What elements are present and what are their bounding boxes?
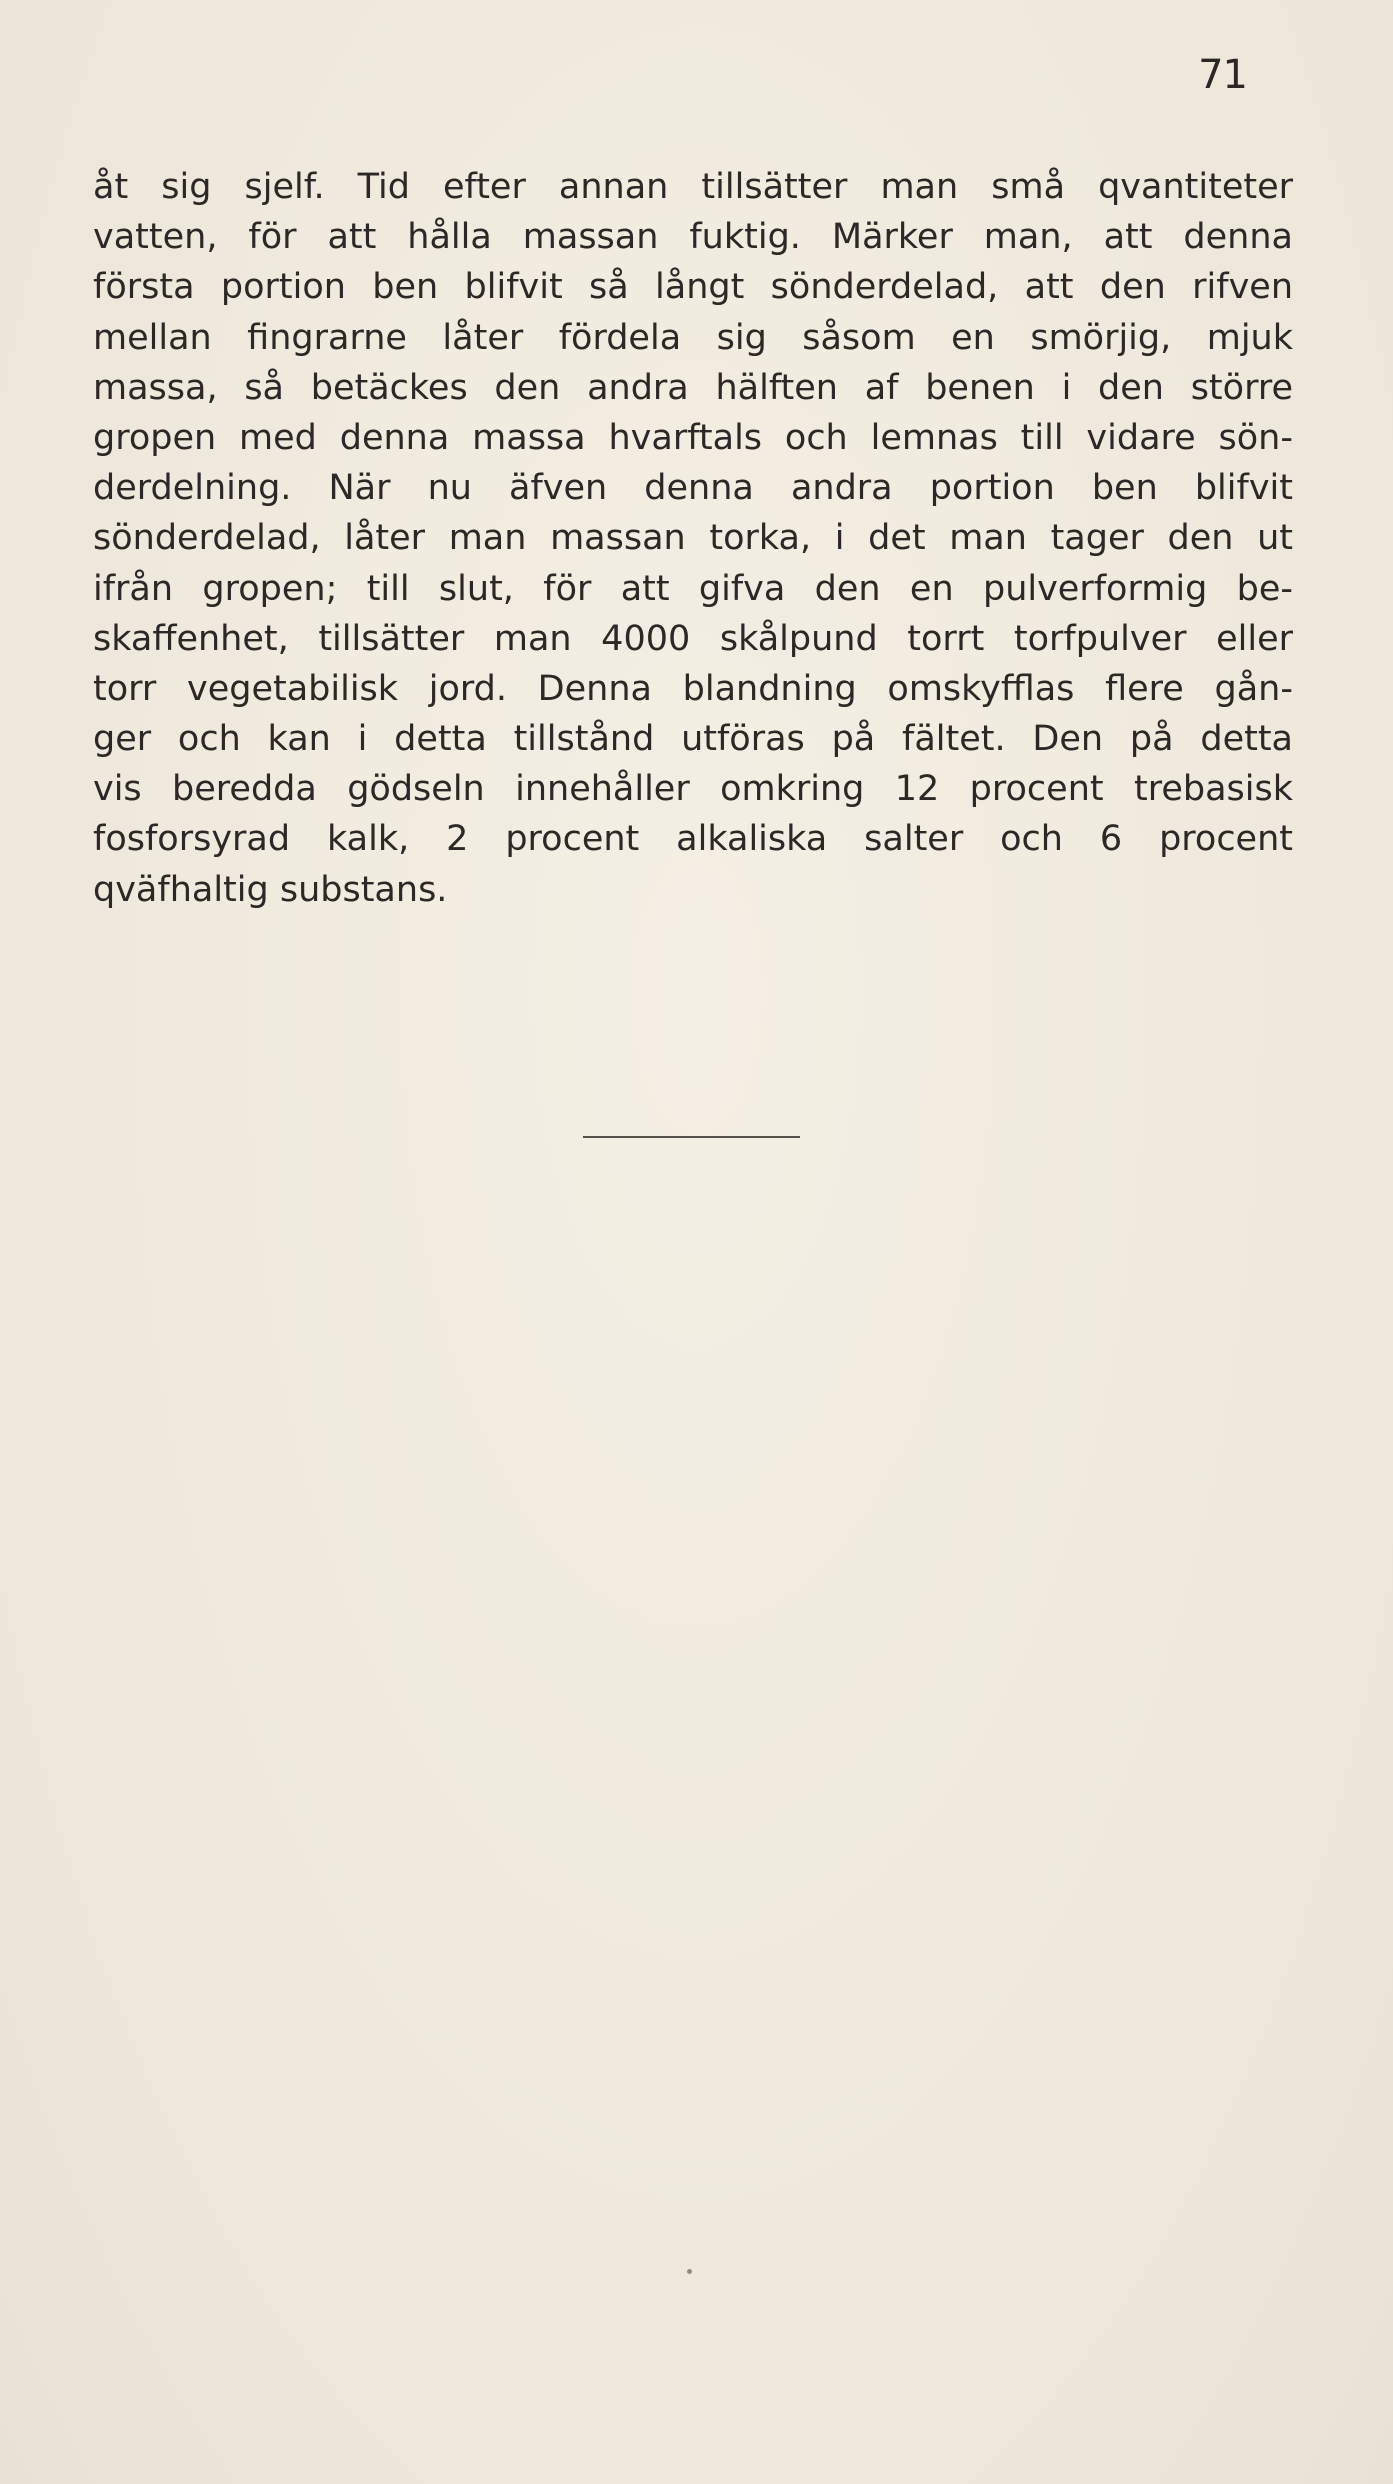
text-line: gropen med denna massa hvarftals och lemnas till vidare sön- xyxy=(93,417,1293,458)
section-divider xyxy=(583,1136,800,1138)
paper-speck xyxy=(687,2269,692,2274)
text-line: vatten, för att hålla massan fuktig. Märker man, att denna xyxy=(93,217,1293,258)
text-line: derdelning. När nu äfven denna andra portion ben blifvit xyxy=(93,468,1293,509)
text-line: sönderdelad, låter man massan torka, i det man tager den ut xyxy=(93,518,1293,559)
text-line: massa, så betäckes den andra hälften af benen i den större xyxy=(93,367,1293,408)
text-line: qväfhaltig substans. xyxy=(93,869,448,910)
text-line: mellan fingrarne låter fördela sig såsom en smörjig, mjuk xyxy=(93,317,1293,358)
text-line: skaffenhet, tillsätter man 4000 skålpund torrt torfpulver eller xyxy=(93,618,1293,659)
text-line: vis beredda gödseln innehåller omkring 12 procent trebasisk xyxy=(93,769,1293,810)
text-line: torr vegetabilisk jord. Denna blandning omskyfflas flere gån- xyxy=(93,668,1293,709)
body-paragraph xyxy=(93,162,1293,915)
page-number: 71 xyxy=(1198,52,1247,98)
text-line: åt sig sjelf. Tid efter annan tillsätter man små qvantiteter xyxy=(93,167,1293,207)
text-line: fosforsyrad kalk, 2 procent alkaliska salter och 6 procent xyxy=(93,819,1293,860)
text-line: första portion ben blifvit så långt sönderdelad, att den rifven xyxy=(93,267,1293,308)
text-line: ifrån gropen; till slut, för att gifva den en pulverformig be- xyxy=(93,568,1293,609)
text-line: ger och kan i detta tillstånd utföras på fältet. Den på detta xyxy=(93,719,1293,760)
